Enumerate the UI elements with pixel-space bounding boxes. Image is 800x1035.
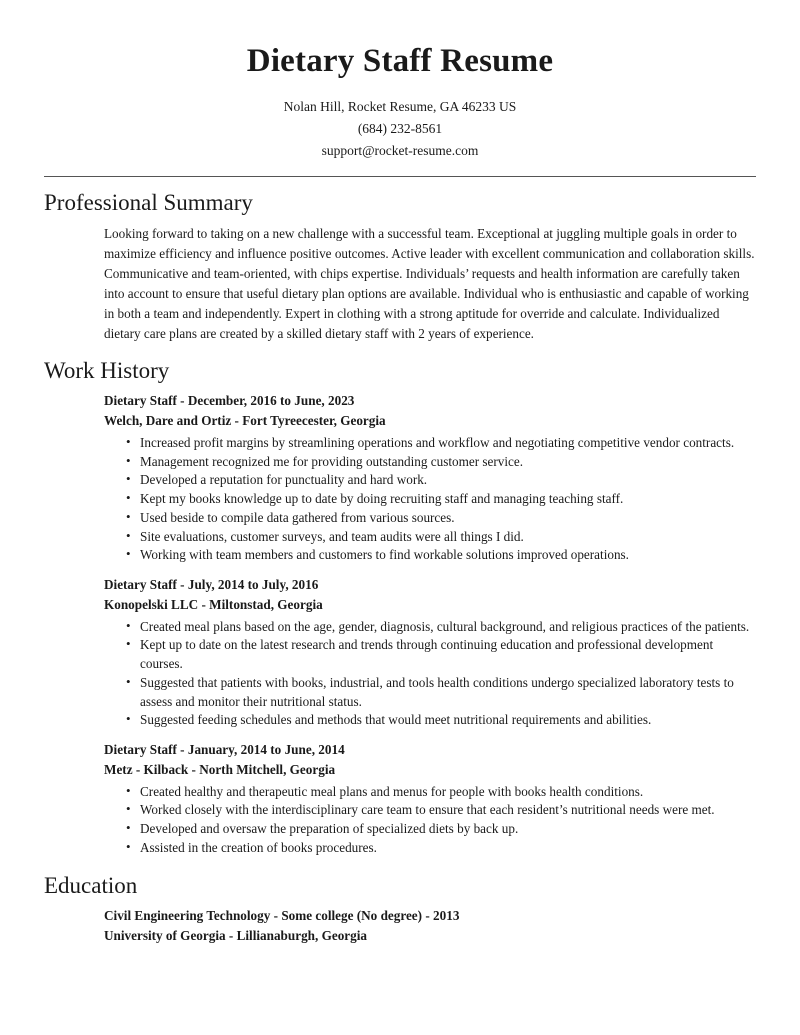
- job-bullet-list: [104, 434, 756, 565]
- work-history-entry: [104, 391, 756, 565]
- contact-line-email: support@rocket-resume.com: [321, 143, 479, 159]
- contact-line-phone: (684) 232-8561: [357, 120, 443, 136]
- job-bullet-list: [104, 783, 756, 858]
- list-item: • Management recognized me for providing outstanding customer service.: [126, 453, 756, 472]
- list-item: • Assisted in the creation of books procedures.: [126, 839, 756, 858]
- job-company-location: Welch, Dare and Ortiz - Fort Tyreecester, Georgia: [104, 413, 386, 429]
- list-item: • Kept my books knowledge up to date by doing recruiting staff and managing teaching staff.: [126, 490, 756, 509]
- section-title-education: Education: [44, 872, 138, 898]
- summary-text: Looking forward to taking on a new challenge with a successful team. Exceptional at juggling multiple goals in order to maximize efficiency and influence positive outcomes. Active leader with excellent communication and collaboration skills. Communicative and team-oriented, with chips expertise. Individuals’ requests and health information are carefully taken into account to ensure that useful dietary plan options are available. Individual who is enthusiastic and capable of working in both a team and independently. Expert in clothing with a strong aptitude for override and calculate. Individualized dietary care plans are created by a skilled dietary staff with 2 years of experience.: [104, 226, 755, 342]
- header-divider: [44, 176, 756, 177]
- education-body: [44, 906, 756, 946]
- job-role-dates: Dietary Staff - July, 2014 to July, 2016: [104, 577, 319, 592]
- section-title-work-history: Work History: [44, 357, 170, 383]
- list-item: • Developed a reputation for punctuality and hard work.: [126, 471, 756, 490]
- job-role-dates: Dietary Staff - January, 2014 to June, 2014: [104, 742, 345, 757]
- education-school: University of Georgia - Lillianaburgh, Georgia: [104, 928, 368, 944]
- work-history-entry: [104, 740, 756, 858]
- summary-body: [44, 224, 756, 344]
- section-education: [44, 872, 756, 946]
- education-degree: Civil Engineering Technology - Some college (No degree) - 2013: [104, 908, 460, 924]
- job-bullet-list: [104, 618, 756, 730]
- section-work-history: [44, 357, 756, 858]
- list-item: • Working with team members and customers to find workable solutions improved operations.: [126, 546, 756, 565]
- list-item: • Suggested that patients with books, industrial, and tools health conditions undergo specialized laboratory tests to assess and monitor their nutritional status.: [126, 674, 756, 711]
- contact-line-address: Nolan Hill, Rocket Resume, GA 46233 US: [283, 98, 517, 114]
- list-item: • Created healthy and therapeutic meal plans and menus for people with books health conditions.: [126, 783, 756, 802]
- work-history-entry: [104, 575, 756, 730]
- list-item: • Worked closely with the interdisciplinary care team to ensure that each resident’s nutritional needs were met.: [126, 801, 756, 820]
- job-company-location: Konopelski LLC - Miltonstad, Georgia: [104, 596, 323, 612]
- job-company-location: Metz - Kilback - North Mitchell, Georgia: [104, 761, 336, 777]
- education-entry: [104, 906, 756, 946]
- section-professional-summary: [44, 189, 756, 344]
- work-history-body: [44, 391, 756, 857]
- page-title: Dietary Staff Resume: [246, 43, 554, 79]
- section-title-summary: Professional Summary: [44, 190, 253, 216]
- list-item: • Suggested feeding schedules and methods that would meet nutritional requirements and abilities.: [126, 711, 756, 730]
- list-item: • Site evaluations, customer surveys, and team audits were all things I did.: [126, 528, 756, 547]
- list-item: • Developed and oversaw the preparation of specialized diets by back up.: [126, 820, 756, 839]
- list-item: • Used beside to compile data gathered from various sources.: [126, 509, 756, 528]
- job-role-dates: Dietary Staff - December, 2016 to June, 2023: [104, 393, 355, 409]
- list-item: • Created meal plans based on the age, gender, diagnosis, cultural background, and religious practices of the patients.: [126, 618, 756, 637]
- list-item: • Kept up to date on the latest research and trends through continuing education and professional development courses.: [126, 636, 756, 673]
- contact-block: [44, 96, 756, 163]
- list-item: • Increased profit margins by streamlining operations and workflow and negotiating competitive vendor contracts.: [126, 434, 756, 453]
